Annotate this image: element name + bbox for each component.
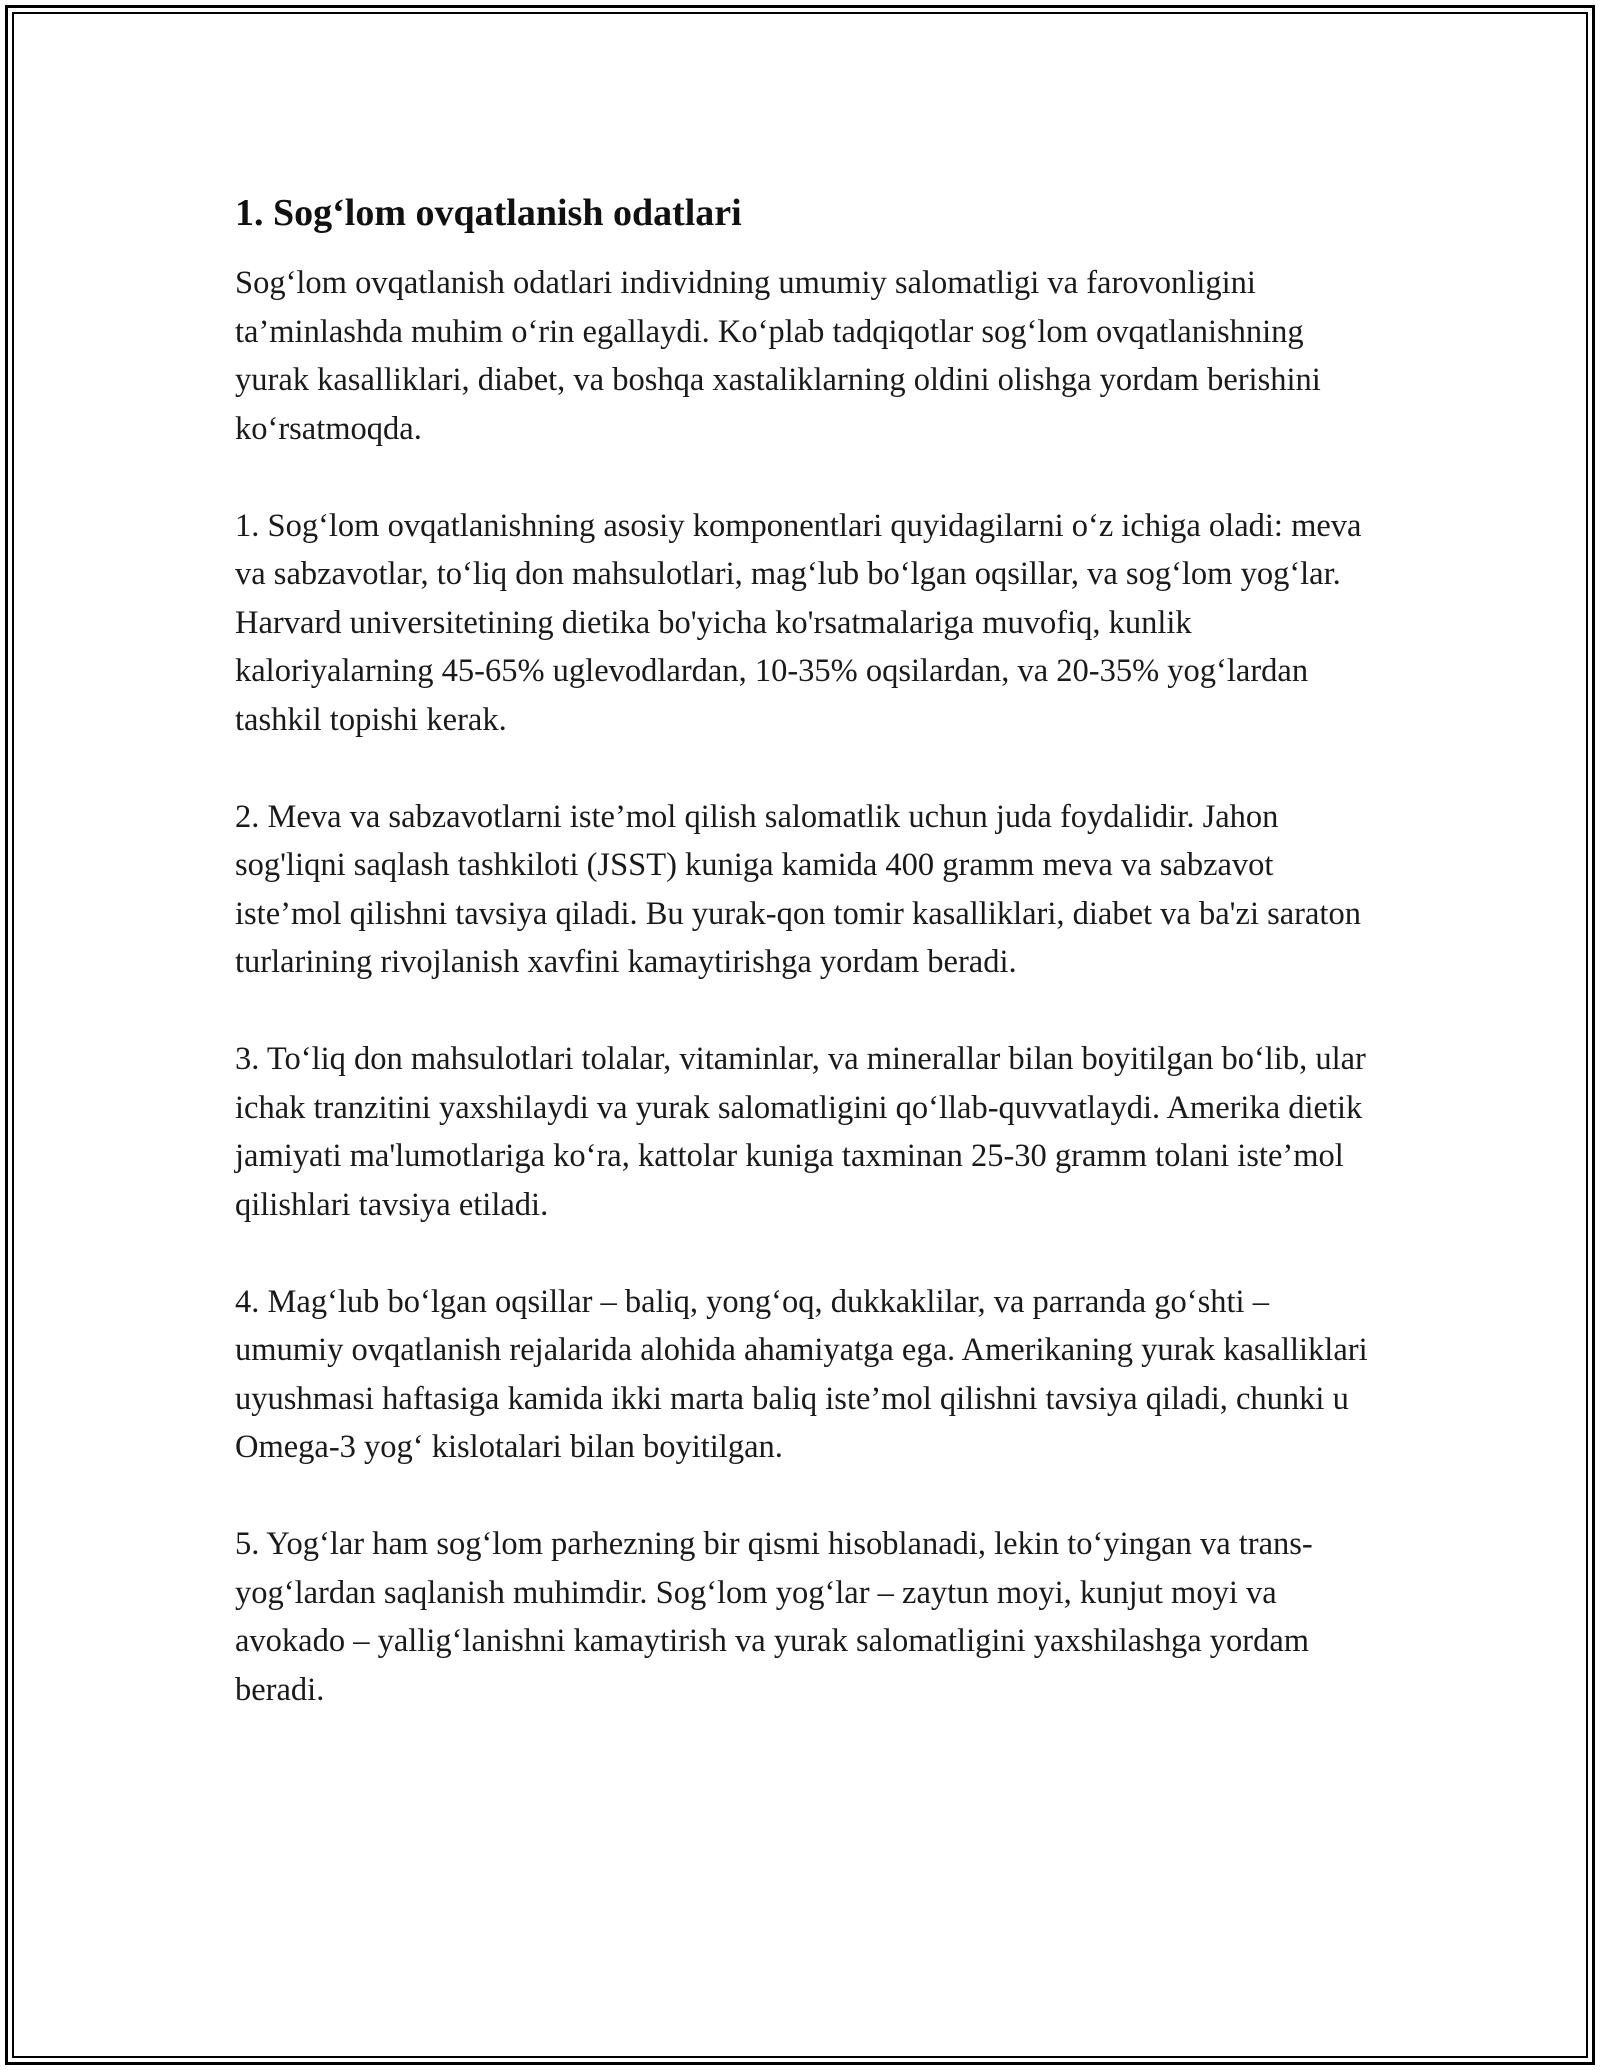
paragraph-item-3: 3. To‘liq don mahsulotlari tolalar, vitaminlar, va minerallar bilan boyitilgan bo‘lib, ular ichak tranzitini yaxshilaydi va yurak salomatligini qo‘llab-quvvatlaydi. Amerika dietik jamiyati ma'lumotlariga ko‘ra, kattolar kuniga taxminan 25-30 gramm tolani iste’mol qilishlari tavsiya etiladi. bbox=[235, 1041, 1366, 1223]
paragraph-item-4: 4. Mag‘lub bo‘lgan oqsillar – baliq, yong‘oq, dukkaklilar, va parranda go‘shti – umumiy ovqatlanish rejalarida alohida ahamiyatga ega. Amerikaning yurak kasalliklari uyushmasi haftasiga kamida ikki marta baliq iste’mol qilishni tavsiya qiladi, chunki u Omega-3 yog‘ kislotalari bilan boyitilgan. bbox=[235, 1283, 1368, 1465]
document-body bbox=[235, 185, 1375, 1714]
section-heading: 1. Sog‘lom ovqatlanish odatlari bbox=[235, 192, 742, 234]
intro-paragraph: Sog‘lom ovqatlanish odatlari individning umumiy salomatligi va farovonligini ta’minlashda muhim o‘rin egallaydi. Ko‘plab tadqiqotlar sog‘lom ovqatlanishning yurak kasalliklari, diabet, va boshqa xastaliklarning oldini olishga yordam berishini ko‘rsatmoqda. bbox=[235, 265, 1321, 447]
paragraph-item-5: 5. Yog‘lar ham sog‘lom parhezning bir qismi hisoblanadi, lekin to‘yingan va trans-yog‘lardan saqlanish muhimdir. Sog‘lom yog‘lar – zaytun moyi, kunjut moyi va avokado – yallig‘lanishni kamaytirish va yurak salomatligini yaxshilashga yordam beradi. bbox=[235, 1526, 1313, 1708]
paragraph-item-1: 1. Sog‘lom ovqatlanishning asosiy komponentlari quyidagilarni o‘z ichiga oladi: meva va sabzavotlar, to‘liq don mahsulotlari, mag‘lub bo‘lgan oqsillar, va sog‘lom yog‘lar. Harvard universitetining dietika bo'yicha ko'rsatmalariga muvofiq, kunlik kaloriyalarning 45-65% uglevodlardan, 10-35% oqsilardan, va 20-35% yog‘lardan tashkil topishi kerak. bbox=[235, 507, 1362, 738]
paragraph-item-2: 2. Meva va sabzavotlarni iste’mol qilish salomatlik uchun juda foydalidir. Jahon sog'liqni saqlash tashkiloti (JSST) kuniga kamida 400 gramm meva va sabzavot iste’mol qilishni tavsiya qiladi. Bu yurak-qon tomir kasalliklari, diabet va ba'zi saraton turlarining rivojlanish xavfini kamaytirishga yordam beradi. bbox=[235, 798, 1361, 980]
